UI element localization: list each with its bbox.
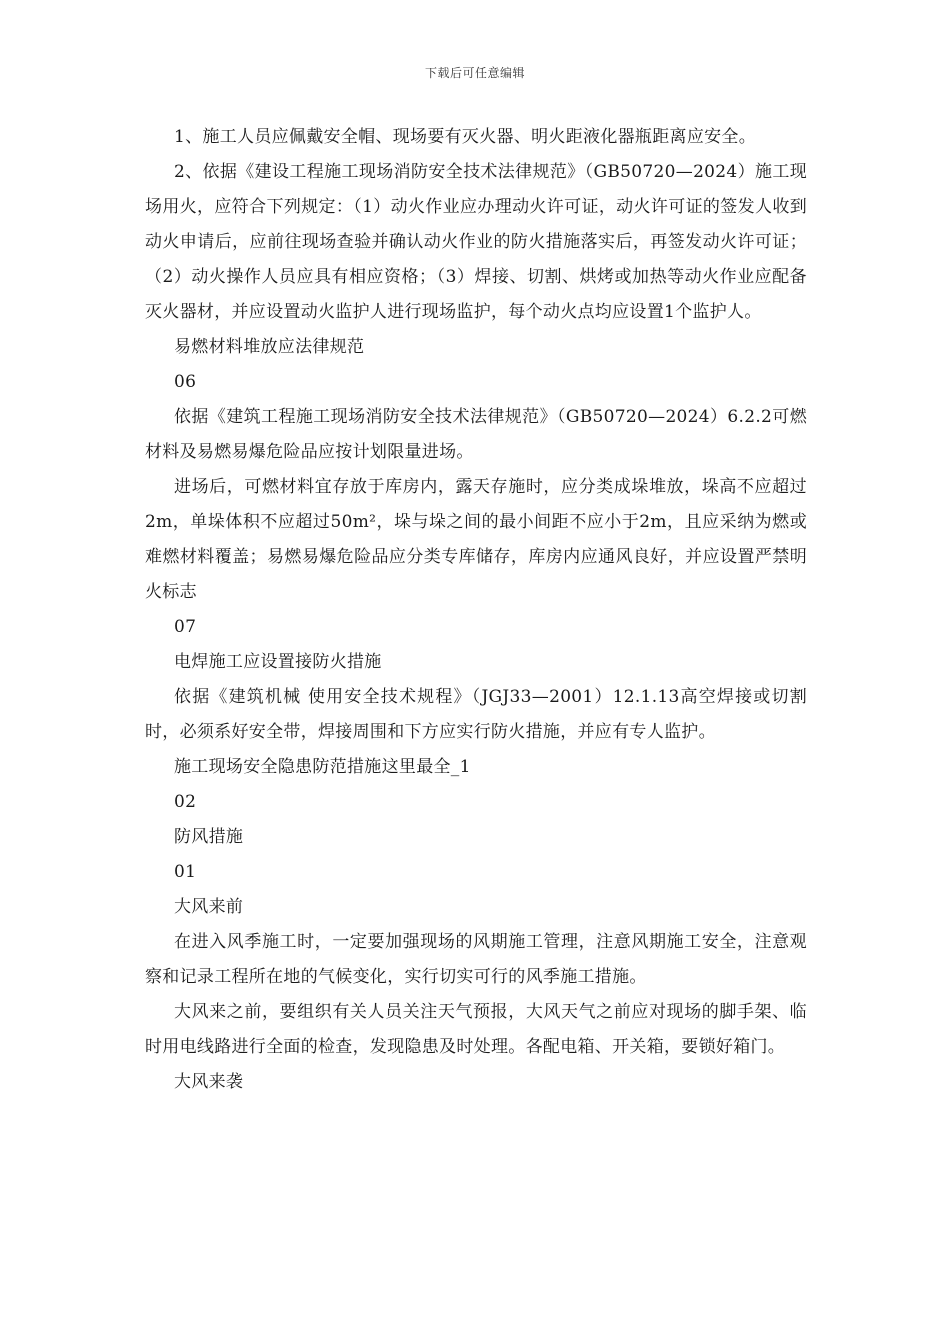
- paragraph: 大风来之前，要组织有关人员关注天气预报，大风天气之前应对现场的脚手架、临时用电线路进行全面的检查，发现隐患及时处理。各配电箱、开关箱，要锁好箱门。: [145, 1002, 807, 1057]
- paragraph: 依据《建筑工程施工现场消防安全技术法律规范》（GB50720—2024）6.2.2可燃材料及易燃易爆危险品应按计划限量进场。: [145, 407, 807, 462]
- paragraph: 1、施工人员应佩戴安全帽、现场要有灭火器、明火距液化器瓶距离应安全。: [174, 127, 757, 147]
- section-number: 06: [174, 372, 197, 392]
- paragraph: 依据《建筑机械 使用安全技术规程》（JGJ33—2001）12.1.13高空焊接或切割时，必须系好安全带，焊接周围和下方应实行防火措施，并应有专人监护。: [145, 687, 807, 742]
- document-body: [145, 120, 807, 1100]
- section-number: 07: [174, 617, 197, 637]
- section-heading: 易燃材料堆放应法律规范: [174, 337, 365, 357]
- paragraph: 在进入风季施工时，一定要加强现场的风期施工管理，注意风期施工安全，注意观察和记录工程所在地的气候变化，实行切实可行的风季施工措施。: [145, 932, 807, 987]
- paragraph: 2、依据《建设工程施工现场消防安全技术法律规范》（GB50720—2024）施工现场用火，应符合下列规定：（1）动火作业应办理动火许可证，动火许可证的签发人收到动火申请后，应前往现场查验并确认动火作业的防火措施落实后，再签发动火许可证；（2）动火操作人员应具有相应资格；（3）焊接、切割、烘烤或加热等动火作业应配备灭火器材，并应设置动火监护人进行现场监护，每个动火点均应设置1个监护人。: [145, 162, 807, 322]
- section-heading: 施工现场安全隐患防范措施这里最全_1: [174, 757, 471, 777]
- page-header: 下载后可任意编辑: [424, 66, 525, 80]
- section-heading: 防风措施: [174, 827, 244, 847]
- section-number: 02: [174, 792, 197, 812]
- section-number: 01: [174, 862, 197, 882]
- paragraph: 进场后，可燃材料宜存放于库房内，露天存施时，应分类成垛堆放，垛高不应超过2m，单垛体积不应超过50m²，垛与垛之间的最小间距不应小于2m，且应采纳为燃或难燃材料覆盖；易燃易爆危险品应分类专库储存，库房内应通风良好，并应设置严禁明火标志: [145, 477, 807, 602]
- section-heading: 大风来袭: [174, 1072, 244, 1092]
- section-heading: 电焊施工应设置接防火措施: [174, 652, 382, 672]
- section-heading: 大风来前: [174, 897, 244, 917]
